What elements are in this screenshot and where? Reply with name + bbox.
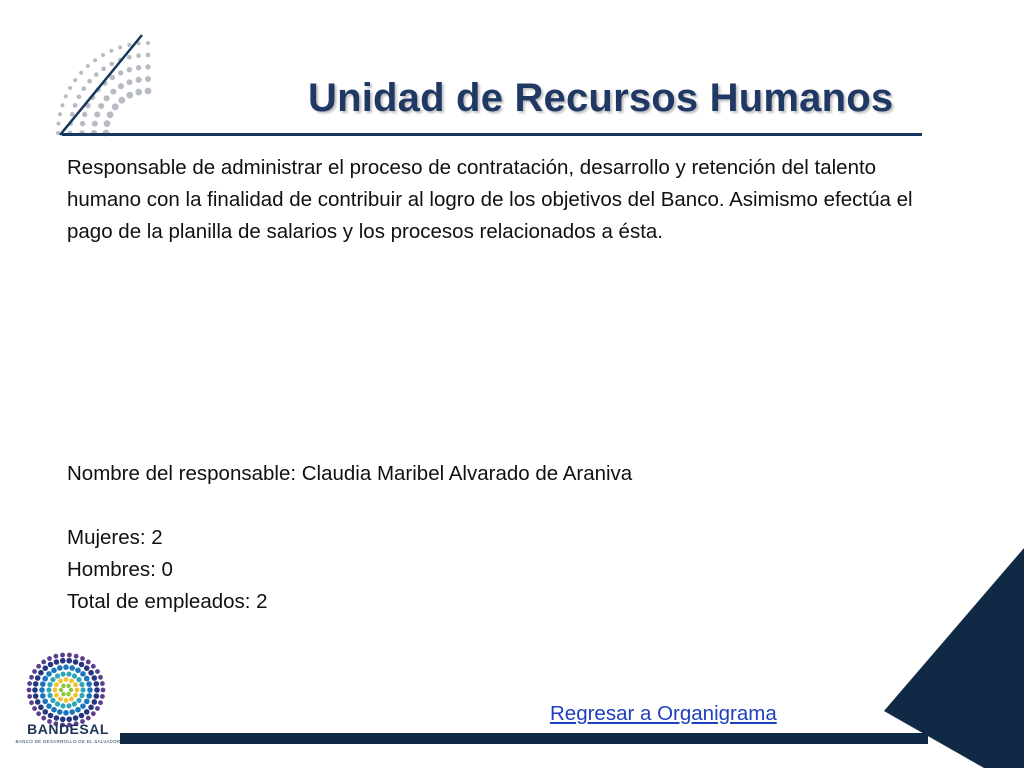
bandesal-logo bbox=[12, 652, 122, 752]
back-to-org-chart-link[interactable]: Regresar a Organigrama bbox=[550, 702, 777, 725]
responsible-name: Nombre del responsable: Claudia Maribel Alvarado de Araniva bbox=[67, 462, 633, 485]
page-title: Unidad de Recursos Humanos bbox=[308, 76, 894, 120]
bandesal-dots-logo-icon bbox=[24, 652, 108, 730]
women-count: Mujeres: 2 bbox=[67, 526, 163, 549]
unit-description: Responsable de administrar el proceso de contratación, desarrollo y retención del talento humano con la finalidad de contribuir al logro de los objetivos del Banco. Asimismo efectúa el pago de la planilla de salarios y los procesos relacionados a ésta. bbox=[67, 156, 913, 243]
men-count: Hombres: 0 bbox=[67, 558, 173, 581]
total-employees: Total de empleados: 2 bbox=[67, 590, 268, 613]
logo-name: BANDESAL bbox=[27, 721, 109, 737]
unit-info bbox=[67, 458, 767, 618]
dotted-arc-icon bbox=[30, 15, 160, 145]
bottom-bar bbox=[120, 733, 928, 744]
logo-tagline: BANCO DE DESARROLLO DE EL SALVADOR bbox=[15, 739, 121, 744]
spacer bbox=[67, 490, 767, 522]
title-underline bbox=[62, 133, 922, 136]
